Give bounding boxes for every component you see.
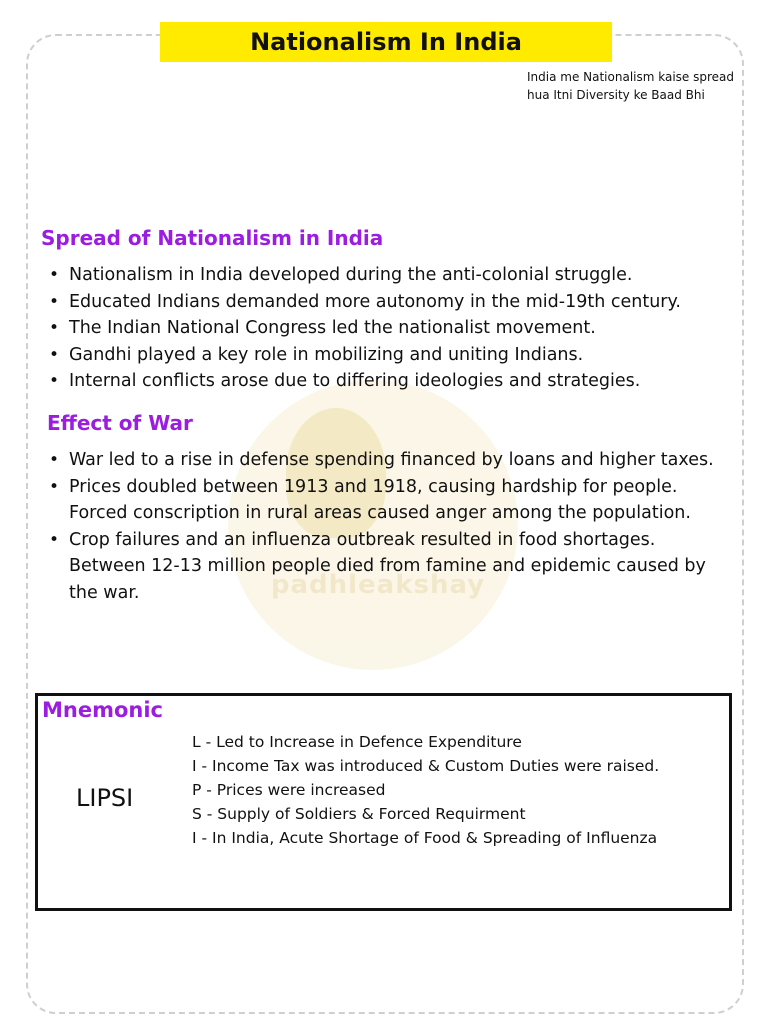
list-item: • Nationalism in India developed during the anti-colonial struggle. [49,262,749,289]
title-banner [160,22,612,62]
bullet-icon: • [49,291,60,312]
watermark-text: padhleakshay [270,570,486,600]
mnemonic-lines [192,730,659,850]
list-item: • Prices doubled between 1913 and 1918, causing hardship for people. Forced conscription in rural areas caused anger among the population. [49,474,729,527]
bullet-icon: • [49,529,60,550]
bullet-icon: • [49,318,60,338]
mnemonic-box [35,693,732,911]
bullet-icon: • [49,450,60,470]
mnemonic-line: I - In India, Acute Shortage of Food & Spreading of Influenza [192,829,658,847]
bullet-icon: • [49,344,60,365]
list-item: • War led to a rise in defense spending financed by loans and higher taxes. [49,447,729,474]
mnemonic-line: S - Supply of Soldiers & Forced Requirment [192,805,526,823]
section-heading-spread: Spread of Nationalism in India [41,226,384,250]
mnemonic-title: Mnemonic [42,698,163,722]
mnemonic-line: I - Income Tax was introduced & Custom Duties were raised. [192,757,660,775]
mnemonic-word: LIPSI [76,784,134,812]
list-item: • Crop failures and an influenza outbreak resulted in food shortages. Between 12-13 million people died from famine and epidemic caused by the war. [49,527,729,607]
mnemonic-line: L - Led to Increase in Defence Expenditure [192,733,522,751]
war-bullet-list [49,447,729,606]
mnemonic-line: P - Prices were increased [192,781,386,799]
page-title: Nationalism In India [250,28,522,56]
list-item: • Educated Indians demanded more autonomy in the mid-19th century. [49,289,749,316]
section-heading-war: Effect of War [47,411,193,435]
list-item: • The Indian National Congress led the nationalist movement. [49,315,749,342]
bullet-icon: • [49,265,60,285]
bullet-icon: • [49,476,60,497]
list-item: • Internal conflicts arose due to differing ideologies and strategies. [49,368,749,395]
header-note: India me Nationalism kaise spread hua Itni Diversity ke Baad Bhi [527,70,735,102]
spread-bullet-list [49,262,749,395]
bullet-icon: • [49,371,60,391]
list-item: • Gandhi played a key role in mobilizing and uniting Indians. [49,342,749,369]
